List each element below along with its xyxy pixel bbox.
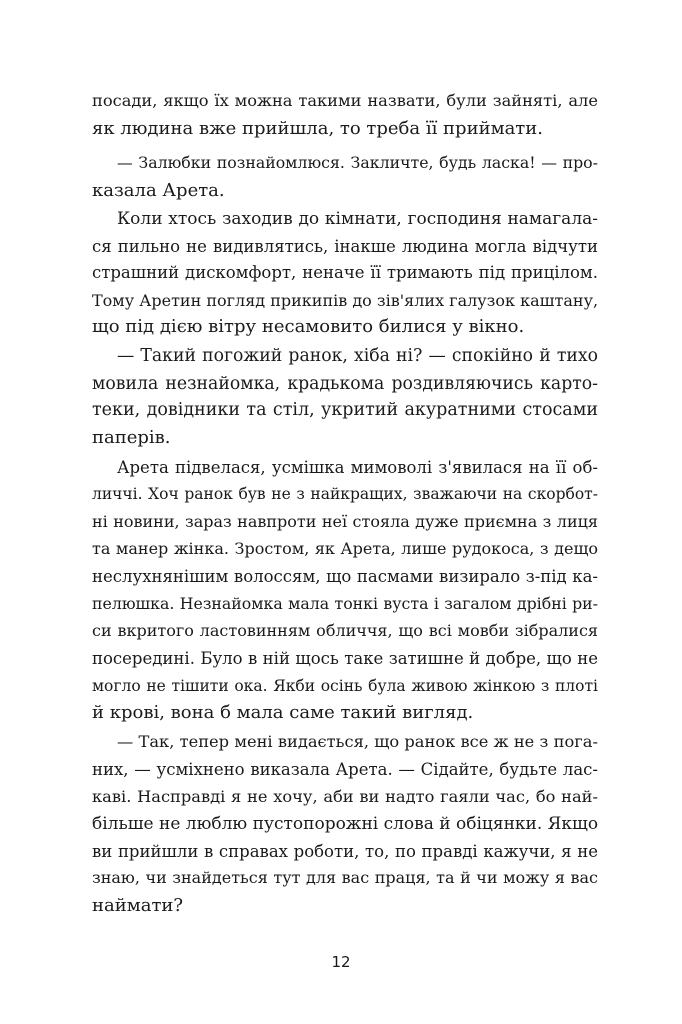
text-line: теки, довідники та стіл, укритий акуратними стосами — [92, 400, 598, 420]
text-line: Тому Аретин погляд прикипів до зів'ялих галузок каштану, — [92, 291, 598, 310]
text-line: посередині. Було в ній щось таке затишне й добре, що не — [92, 649, 598, 668]
text-line: що під дією вітру несамовито билися у вікно. — [92, 316, 525, 337]
text-line: них, — усміхнено виказала Арета. — Сідайте, будьте лас- — [92, 760, 598, 779]
page-number: 12 — [331, 953, 351, 971]
text-line: та манер жінка. Зростом, як Арета, лише рудокоса, з дещо — [92, 539, 598, 558]
text-line: личчі. Хоч ранок був не з найкращих, зважаючи на скорбот- — [92, 485, 598, 503]
text-line: страшний дискомфорт, неначе її тримають під прицілом. — [92, 263, 598, 282]
text-line: каві. Насправді я не хочу, аби ви надто гаяли час, бо най- — [92, 787, 598, 806]
text-line: — Залюбки познайомлюся. Закличте, будь ласка! — про- — [117, 153, 598, 172]
text-line: паперів. — [92, 427, 171, 448]
text-line: посади, якщо їх можна такими назвати, були зайняті, але — [92, 91, 598, 110]
text-line: могло не тішити ока. Якби осінь була живою жінкою з плоті — [92, 677, 598, 695]
text-line: наймати? — [92, 895, 184, 916]
text-line: казала Арета. — [92, 180, 225, 201]
text-line: як людина вже прийшла, то треба її приймати. — [92, 118, 543, 139]
text-line: си вкритого ластовинням обличчя, що всі мовби зібралися — [92, 621, 598, 640]
text-line: більше не люблю пустопорожні слова й обіцянки. Якщо — [92, 814, 598, 834]
text-line: ви прийшли в справах роботи, то, по правді кажучи, я не — [92, 842, 598, 861]
text-line: ні новини, зараз навпроти неї стояла дуже приємна з лиця — [92, 512, 598, 531]
text-line: Коли хтось заходив до кімнати, господиня намагала- — [117, 209, 598, 229]
text-line: Арета підвелася, усмішка мимоволі з'явилася на її об- — [117, 458, 598, 477]
text-line: мовила незнайомка, крадькома роздивляючись карто- — [92, 374, 598, 394]
text-line: — Такий погожий ранок, хіба ні? — спокійно й тихо — [117, 346, 598, 366]
text-line: — Так, тепер мені видається, що ранок все ж не з пога- — [117, 732, 598, 751]
text-line: ся пильно не видивлятись, інакше людина могла відчути — [92, 237, 598, 256]
text-line: знаю, чи знайдеться тут для вас праця, та й чи можу я вас — [92, 868, 598, 887]
text-line: й крові, вона б мала саме такий вигляд. — [92, 702, 474, 723]
text-line: пелюшка. Незнайомка мала тонкі вуста і загалом дрібні ри- — [92, 594, 598, 613]
text-line: неслухнянішим волоссям, що пасмами визирало з-під ка- — [92, 567, 598, 586]
